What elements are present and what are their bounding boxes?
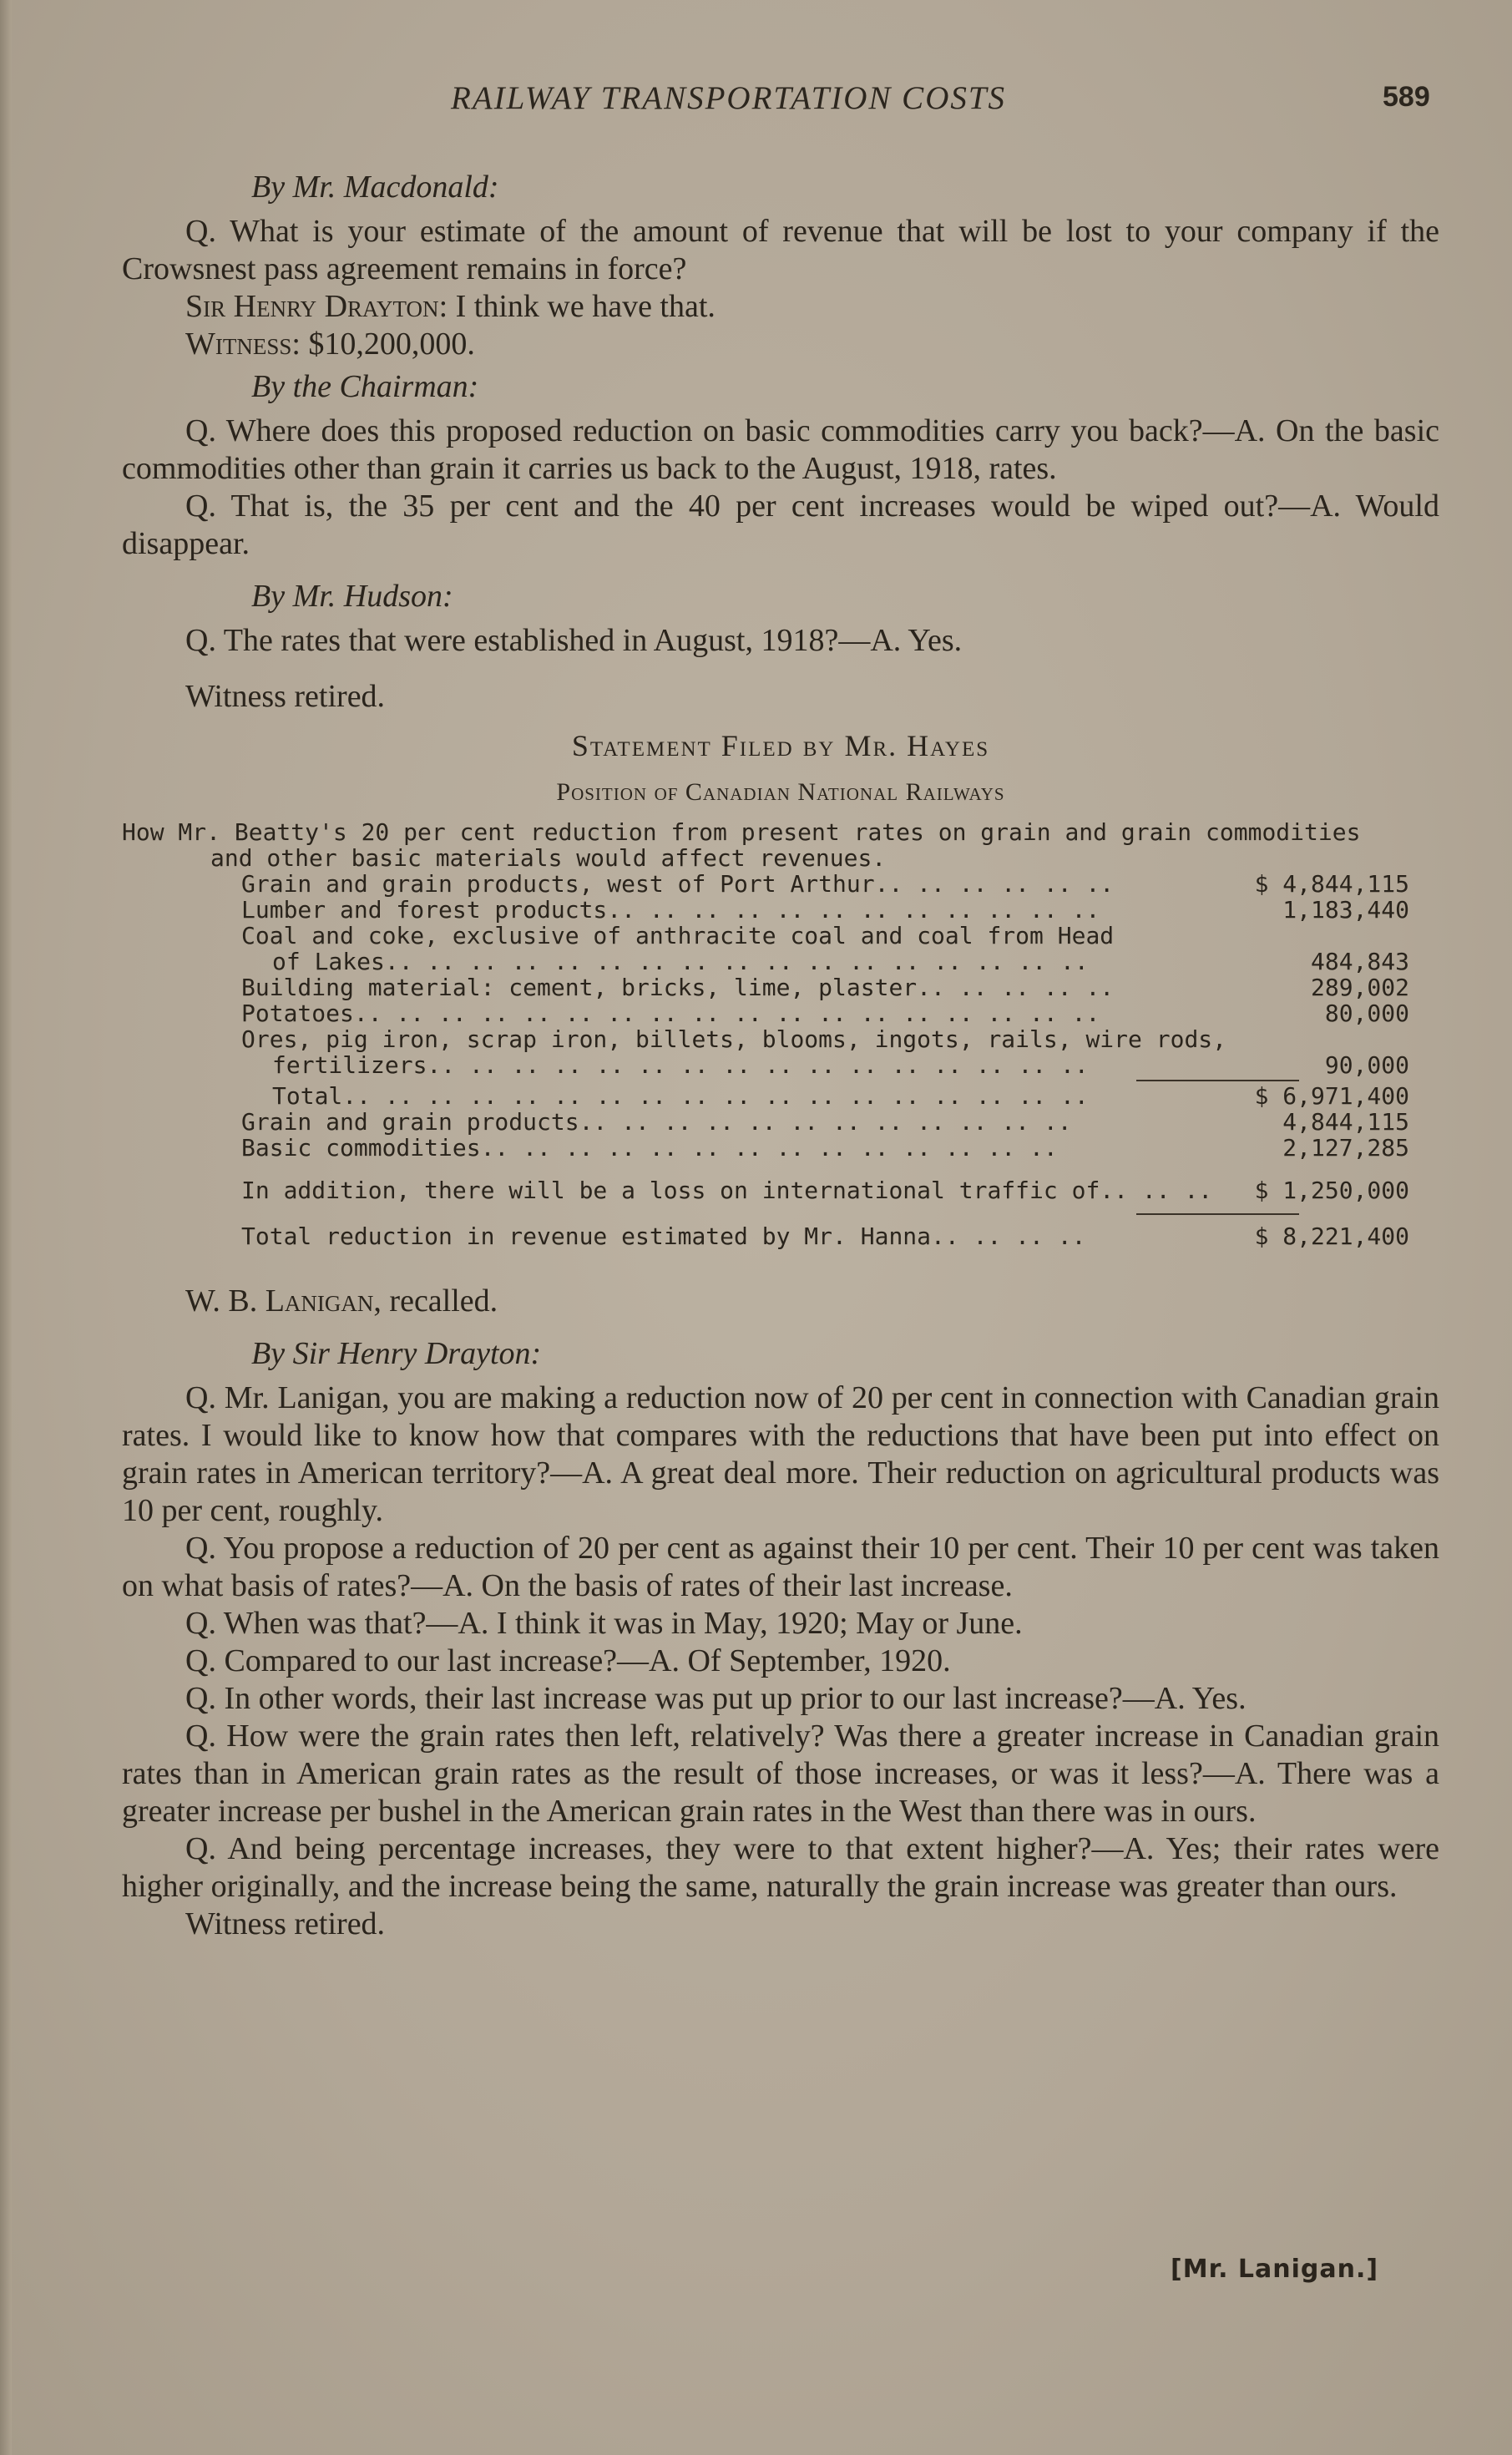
speaker-text: : $10,200,000. <box>291 326 475 362</box>
table-intro-cont: and other basic materials would affect revenues. <box>210 844 887 872</box>
witness-retired: Witness retired. <box>185 1906 386 1941</box>
table-row-international <box>122 1177 1439 1203</box>
question-answer: Q. That is, the 35 per cent and the 40 per cent increases would be wiped out?—A. Would disappear. <box>122 488 1439 561</box>
table-rule <box>122 1212 1439 1217</box>
table-row <box>122 923 1439 949</box>
table-row <box>122 1052 1439 1078</box>
row-label: Ores, pig iron, scrap iron, billets, blooms, ingots, rails, wire rods, <box>241 1025 1227 1053</box>
statement-title: Statement Filed by Mr. Hayes <box>571 729 990 762</box>
witness-name: W. B. Lanigan <box>185 1283 374 1319</box>
question-answer: Q. The rates that were established in August, 1918?—A. Yes. <box>185 623 963 658</box>
table-row <box>122 1026 1439 1052</box>
question-answer: Q. What is your estimate of the amount of revenue that will be lost to your company if the Crowsnest pass agreement remains in force? <box>122 214 1439 286</box>
speaker-text: : I think we have that. <box>438 289 716 324</box>
row-label: Building material: cement, bricks, lime, plaster.. .. .. .. .. <box>241 974 1115 1001</box>
row-label: Coal and coke, exclusive of anthracite coal and coal from Head <box>241 922 1115 949</box>
question-answer: Q. You propose a reduction of 20 per cent as against their 10 per cent. Their 10 per cent was taken on what basis of rates?—A. On the basis of rates of their last increase. <box>122 1531 1439 1603</box>
question-answer: Q. In other words, their last increase was put up prior to our last increase?—A. Yes. <box>185 1681 1247 1716</box>
row-label: Lumber and forest products.. .. .. .. .. .. .. .. .. .. .. .. <box>241 896 1100 924</box>
speaker-heading: By Mr. Macdonald: <box>251 170 499 205</box>
table-row-total <box>122 1083 1439 1109</box>
table-row <box>122 1135 1439 1161</box>
row-label-cont: fertilizers.. .. .. .. .. .. .. .. .. .. .. .. .. .. .. .. <box>272 1051 1089 1079</box>
question-answer: Q. And being percentage increases, they were to that extent higher?—A. Yes; their rates were higher originally, and the increase being the same, naturally the grain increase was greater than ours. <box>122 1831 1439 1904</box>
row-amount: $ 6,971,400 <box>1254 1082 1409 1110</box>
witness-recalled <box>122 1283 1439 1320</box>
page-number: 589 <box>1383 81 1430 113</box>
row-amount: 80,000 <box>1324 1000 1409 1027</box>
row-amount: 289,002 <box>1310 974 1409 1001</box>
speaker-heading: By Sir Henry Drayton: <box>251 1336 542 1371</box>
table-row <box>122 1000 1439 1026</box>
table-row <box>122 871 1439 897</box>
row-amount: $ 1,250,000 <box>1254 1177 1409 1204</box>
row-label: Grain and grain products, west of Port Arthur.. .. .. .. .. .. <box>241 870 1115 898</box>
revenue-table <box>122 819 1439 1249</box>
statement-line <box>122 288 1439 326</box>
speaker-name: Witness <box>185 326 292 362</box>
running-title: RAILWAY TRANSPORTATION COSTS <box>451 80 1007 116</box>
question-answer: Q. When was that?—A. I think it was in May, 1920; May or June. <box>185 1606 1023 1641</box>
row-label: Total reduction in revenue estimated by Mr. Hanna.. .. .. .. <box>241 1222 1086 1250</box>
row-label-cont: of Lakes.. .. .. .. .. .. .. .. .. .. .. .. .. .. .. .. .. <box>272 948 1089 975</box>
row-amount: $ 4,844,115 <box>1254 870 1409 898</box>
page-body <box>122 164 1439 1943</box>
row-amount: 484,843 <box>1310 948 1409 975</box>
footer-signature: [Mr. Lanigan.] <box>1171 2255 1379 2284</box>
row-amount: 90,000 <box>1324 1051 1409 1079</box>
statement-subtitle: Position of Canadian National Railways <box>556 778 1005 806</box>
row-amount: $ 8,221,400 <box>1254 1222 1409 1250</box>
statement-line <box>122 326 1439 363</box>
question-answer: Q. Compared to our last increase?—A. Of September, 1920. <box>185 1643 951 1678</box>
row-amount: 2,127,285 <box>1282 1134 1409 1162</box>
row-label: Total.. .. .. .. .. .. .. .. .. .. .. .. .. .. .. .. .. .. <box>272 1082 1089 1110</box>
row-label: Potatoes.. .. .. .. .. .. .. .. .. .. .. .. .. .. .. .. .. .. <box>241 1000 1100 1027</box>
table-row <box>122 1109 1439 1135</box>
question-answer: Q. How were the grain rates then left, relatively? Was there a greater increase in Canadian grain rates than in American grain rates as the result of those increases, or was it less?—A. There was a greater increase per bushel in the American grain rates in the West than there was in ours. <box>122 1718 1439 1829</box>
table-row <box>122 949 1439 974</box>
row-label: Basic commodities.. .. .. .. .. .. .. .. .. .. .. .. .. .. <box>241 1134 1058 1162</box>
table-row <box>122 897 1439 923</box>
witness-retired: Witness retired. <box>185 679 386 714</box>
table-row-grand-total <box>122 1223 1439 1249</box>
row-label: In addition, there will be a loss on international traffic of.. .. .. <box>241 1177 1213 1204</box>
row-label: Grain and grain products.. .. .. .. .. .. .. .. .. .. .. .. <box>241 1108 1072 1136</box>
question-answer: Q. Where does this proposed reduction on basic commodities carry you back?—A. On the basic commodities other than grain it carries us back to the August, 1918, rates. <box>122 413 1439 486</box>
speaker-heading: By Mr. Hudson: <box>251 579 453 614</box>
speaker-name: Sir Henry Drayton <box>185 289 439 324</box>
row-amount: 1,183,440 <box>1282 896 1409 924</box>
speaker-heading: By the Chairman: <box>251 369 479 404</box>
row-amount: 4,844,115 <box>1282 1108 1409 1136</box>
page-edge <box>0 0 12 2455</box>
witness-status: , recalled. <box>373 1283 498 1319</box>
table-row <box>122 974 1439 1000</box>
question-answer: Q. Mr. Lanigan, you are making a reduction now of 20 per cent in connection with Canadian grain rates. I would like to know how that compares with the reductions that have been put into effect on grain rates in American territory?—A. A great deal more. Their reduction on agricultural products was 10 per cent, roughly. <box>122 1380 1439 1528</box>
page-header <box>0 79 1512 121</box>
table-intro: How Mr. Beatty's 20 per cent reduction from present rates on grain and grain commodities <box>122 818 1361 846</box>
